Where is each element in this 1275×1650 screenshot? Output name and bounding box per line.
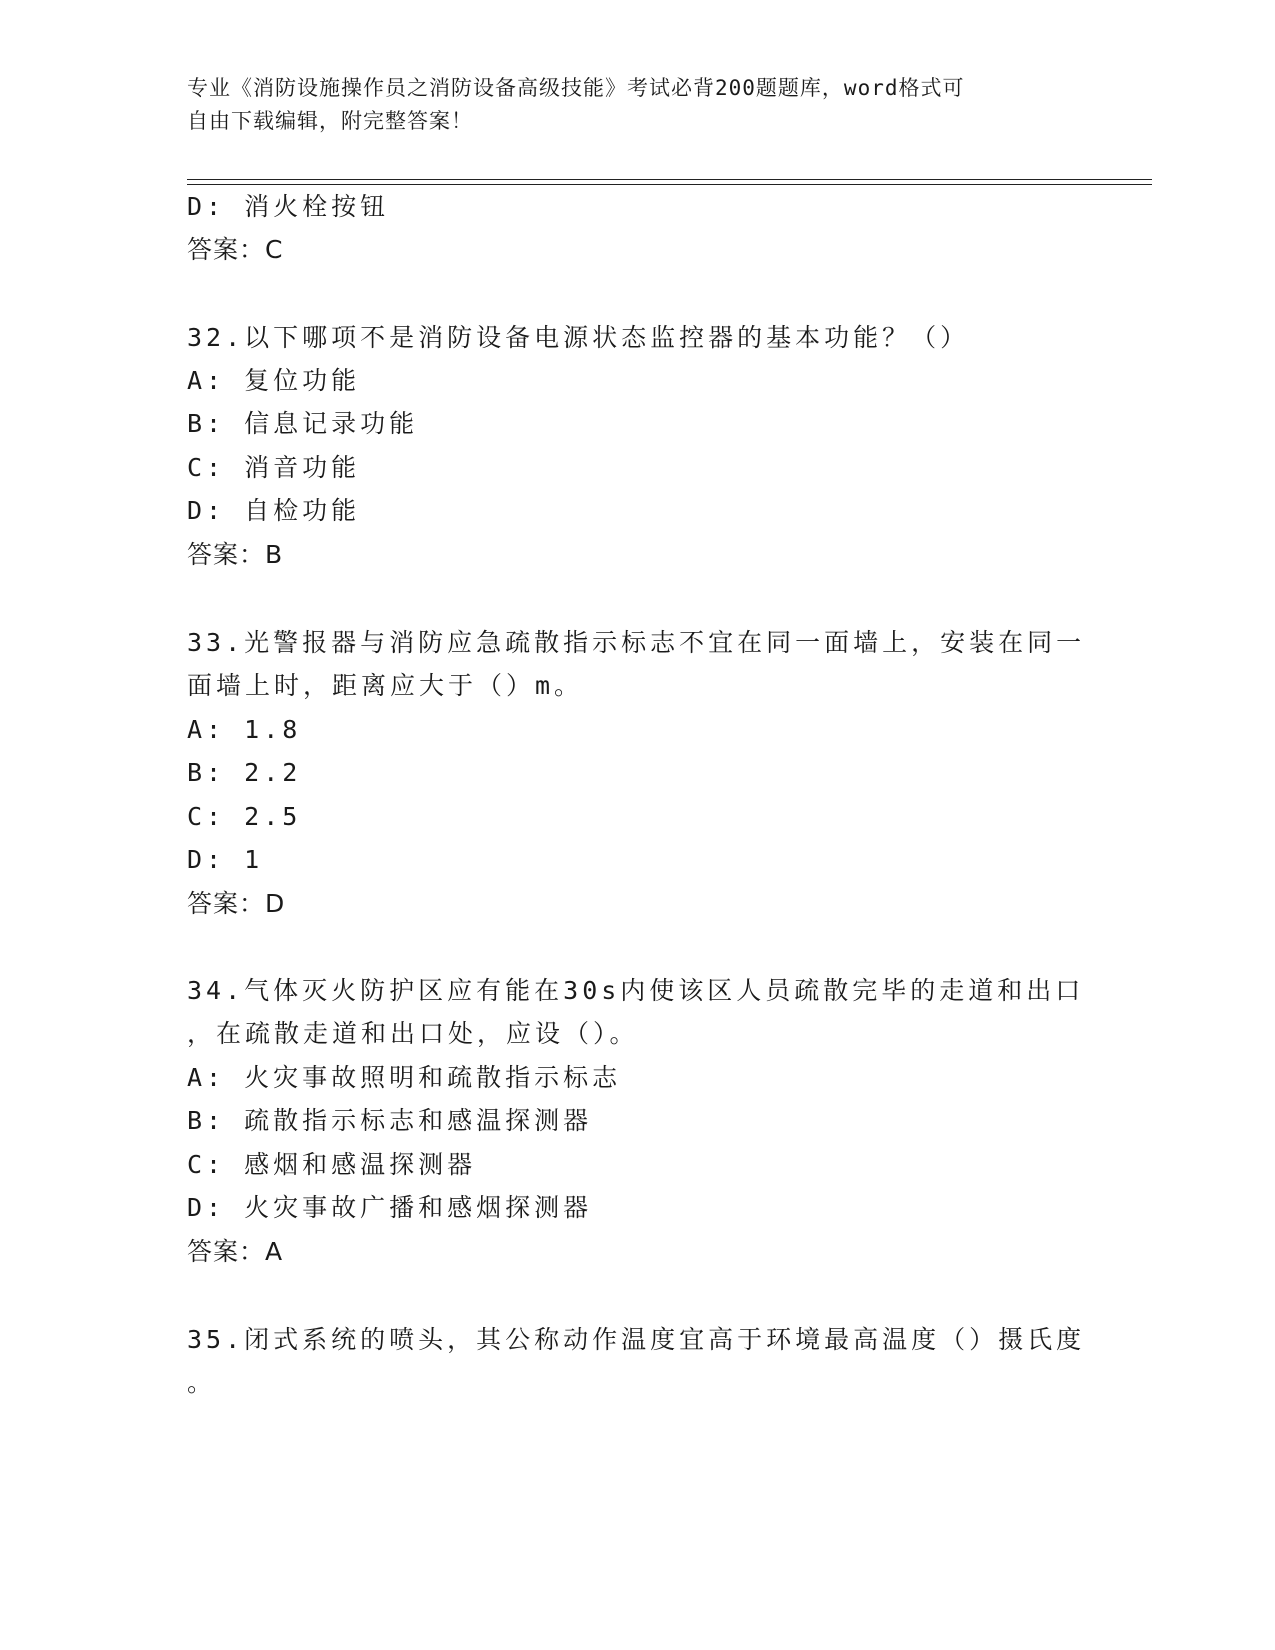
answer-line: 答案：C (187, 235, 284, 264)
option-c: C: 2.5 (187, 802, 302, 831)
document-header (187, 72, 1067, 138)
option-b: B: 2.2 (187, 758, 302, 787)
option-c: C: 消音功能 (187, 453, 361, 482)
option-a: A: 1.8 (187, 715, 302, 744)
option-b: B: 疏散指示标志和感温探测器 (187, 1106, 593, 1135)
option-a: A: 火灾事故照明和疏散指示标志 (187, 1063, 622, 1092)
question-stem: 33.光警报器与消防应急疏散指示标志不宜在同一面墙上，安装在同一 (187, 628, 1086, 657)
header-divider (187, 179, 1152, 180)
question-stem-continued: 面墙上时，距离应大于（）m。 (187, 671, 584, 700)
question-stem: 35.闭式系统的喷头，其公称动作温度宜高于环境最高温度（）摄氏度 (187, 1325, 1086, 1354)
option-c: C: 感烟和感温探测器 (187, 1150, 477, 1179)
header-line: 专业《消防设施操作员之消防设备高级技能》考试必背200题题库，word格式可 (187, 76, 965, 100)
question-stem: 32.以下哪项不是消防设备电源状态监控器的基本功能？（） (187, 323, 970, 352)
question-stem-continued: 。 (187, 1368, 217, 1397)
question-stem-continued: ，在疏散走道和出口处，应设（）。 (187, 1019, 639, 1048)
option-d: D: 火灾事故广播和感烟探测器 (187, 1193, 593, 1222)
question-stem: 34.气体灭火防护区应有能在30s内使该区人员疏散完毕的走道和出口 (187, 976, 1085, 1005)
answer-line: 答案：B (187, 540, 284, 569)
option-a: A: 复位功能 (187, 366, 361, 395)
header-divider (187, 184, 1152, 185)
option-d: D: 消火栓按钮 (187, 192, 390, 221)
option-d: D: 1 (187, 845, 264, 874)
answer-line: 答案：A (187, 1237, 284, 1266)
option-b: B: 信息记录功能 (187, 409, 419, 438)
option-d: D: 自检功能 (187, 496, 361, 525)
answer-line: 答案：D (187, 889, 286, 918)
header-line: 自由下载编辑，附完整答案！ (187, 109, 473, 133)
